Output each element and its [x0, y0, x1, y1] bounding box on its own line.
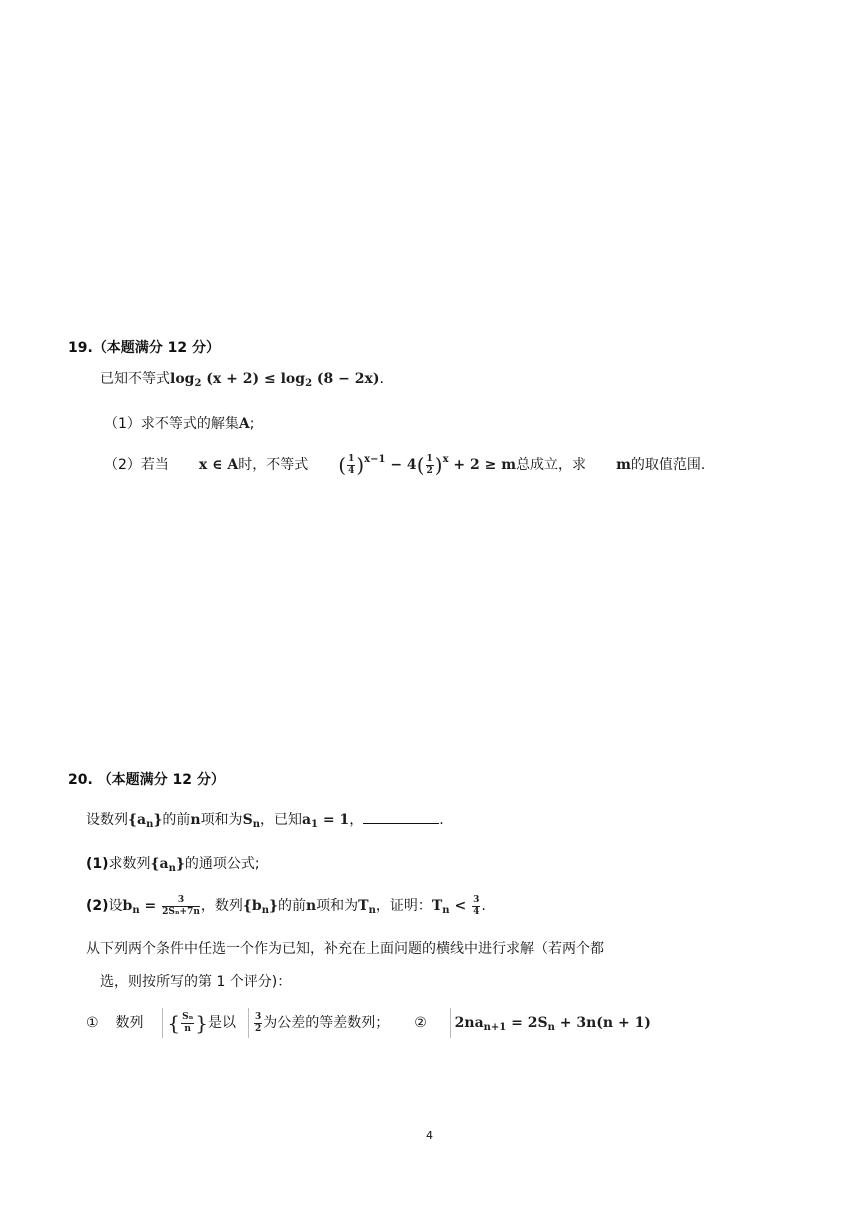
q19-intro: 已知不等式 — [100, 371, 170, 387]
option-2-marker: ② — [414, 1015, 427, 1031]
q20-instruction-line1: 从下列两个条件中任选一个作为已知，补充在上面问题的横线中进行求解（若两个都 — [86, 941, 604, 957]
q20-part2-label: (2) — [86, 898, 109, 914]
q19-part1: （1）求不等式的解集A; — [104, 416, 255, 432]
q20-part1-label: (1) — [86, 856, 109, 872]
option-1-marker: ① — [86, 1015, 99, 1031]
q19-statement: 已知不等式$\log_2 (x + 2) \le \log_2 (8 - 2x)$. — [100, 371, 384, 389]
q20-score: （本题满分 12 分） — [97, 772, 225, 788]
q20-part2: (2)设$b_n$ = $\frac{3}{\text{2Sₙ+7n}}$ ，数列$\{b_n\}$的前n项和为$T_n$，证明：$T_n$ < $\frac{3}{4}$ . — [86, 894, 486, 917]
q20-part1: (1)求数列$\{a_n\}$的通项公式; — [86, 856, 260, 874]
q19-header — [68, 337, 220, 357]
q20-header — [68, 769, 225, 789]
option-2-formula: $2na_{n+1} = 2S_n + 3n(n + 1)$ — [454, 1015, 651, 1033]
page-number: 4 — [426, 1129, 433, 1142]
q20-options: ① 数列 { $\frac{\text{Sₙ}}{n}$ }是以 $\frac{3}{2}$ 为公差的等差数列； ② $2na_{n+1} = 2S_n + 3n(n + 1)$ — [86, 1008, 651, 1038]
q19-inequality: $\log_2 (x + 2) \le \log_2 (8 - 2x)$ — [170, 371, 380, 389]
q19-exp-inequality: ( $\frac{1}{4}$ )$^{x-1}$ − 4( $\frac{1}{2}$ )$^x$ + 2 ≥ m — [338, 453, 517, 477]
q19-part2: （2）若当 x ∈ A时，不等式 ( $\frac{1}{4}$ )$^{x-1}$ − 4( $\frac{1}{2}$ )$^x$ + 2 ≥ m总成立，求 m的取值范围. — [104, 453, 706, 477]
q19-score: （本题满分 12 分） — [92, 340, 221, 356]
q19-part2-label: （2） — [104, 457, 141, 473]
q19-number: 19. — [68, 340, 93, 356]
q20-number: 20. — [68, 772, 93, 788]
q20-statement: 设数列$\{a_n\}$的前n项和为$S_n$，已知$a_1 = 1$， . — [86, 812, 444, 830]
q19-part1-label: （1） — [104, 416, 141, 432]
answer-blank — [363, 813, 439, 824]
q19-condition: x ∈ A — [198, 457, 239, 473]
q20-instruction-line2: 选，则按所写的第 1 个评分)： — [100, 974, 292, 990]
